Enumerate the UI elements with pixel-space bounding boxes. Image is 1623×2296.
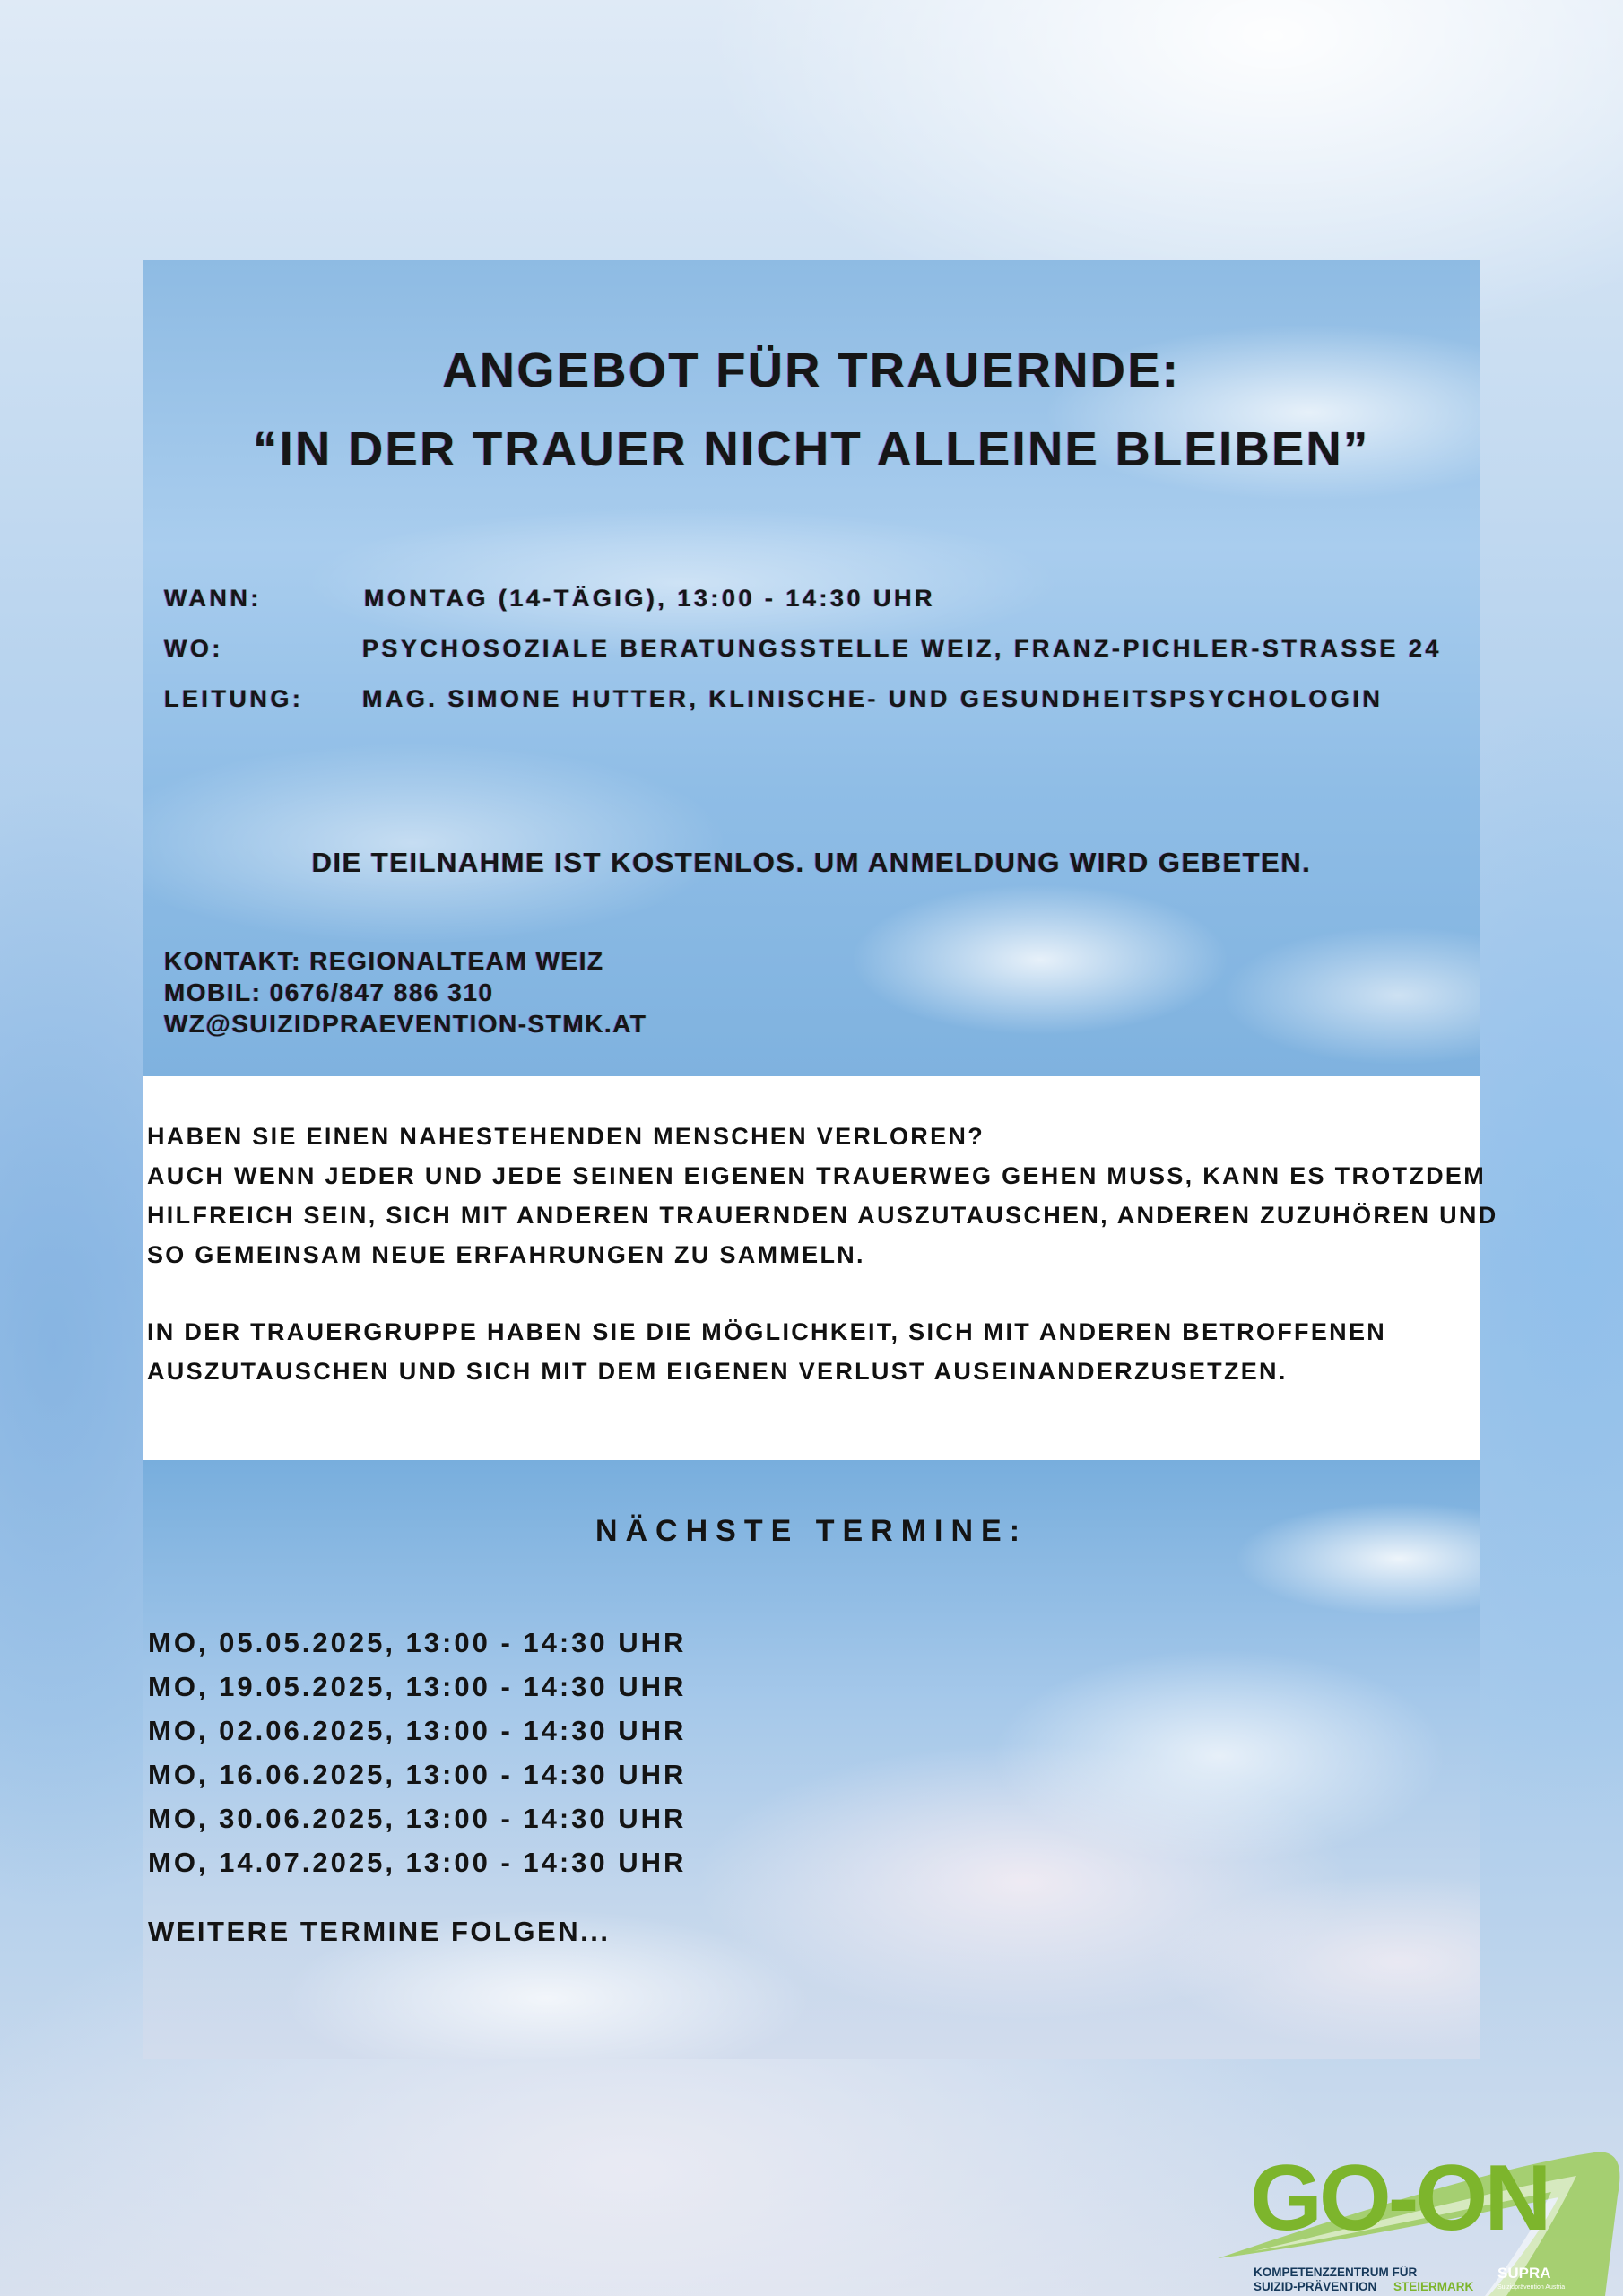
description-line-6: AUSZUTAUSCHEN UND SICH MIT DEM EIGENEN VERLUST AUSEINANDERZUSETZEN. bbox=[147, 1358, 1288, 1385]
page-title-line-2: “IN DER TRAUER NICHT ALLEINE BLEIBEN” bbox=[253, 422, 1370, 476]
go-on-logo bbox=[1218, 2133, 1623, 2296]
logo-go-text: GO-ON bbox=[1250, 2146, 1549, 2250]
page-title-line-1: ANGEBOT FÜR TRAUERNDE: bbox=[442, 344, 1181, 397]
participation-note: DIE TEILNAHME IST KOSTENLOS. UM ANMELDUNG WIRD GEBETEN. bbox=[311, 847, 1312, 878]
description-line-4: SO GEMEINSAM NEUE ERFAHRUNGEN ZU SAMMELN. bbox=[147, 1241, 865, 1268]
logo-subtitle-line-2: SUIZID-PRÄVENTION bbox=[1254, 2280, 1377, 2293]
date-item: MO, 19.05.2025, 13:00 - 14:30 UHR bbox=[148, 1671, 687, 1702]
lead-label: LEITUNG: bbox=[164, 685, 304, 712]
description-line-1: HABEN SIE EINEN NAHESTEHENDEN MENSCHEN VERLOREN? bbox=[147, 1123, 985, 1150]
when-value: MONTAG (14-TÄGIG), 13:00 - 14:30 UHR bbox=[364, 585, 936, 612]
when-label: WANN: bbox=[164, 585, 262, 612]
date-item: MO, 30.06.2025, 13:00 - 14:30 UHR bbox=[148, 1803, 687, 1834]
logo-badge: SUPRA bbox=[1497, 2265, 1551, 2282]
where-value: PSYCHOSOZIALE BERATUNGSSTELLE WEIZ, FRANZ-PICHLER-STRASSE 24 bbox=[362, 635, 1443, 662]
description-line-3: HILFREICH SEIN, SICH MIT ANDEREN TRAUERNDEN AUSZUTAUSCHEN, ANDEREN ZUZUHÖREN UND bbox=[147, 1202, 1498, 1229]
dates-heading: NÄCHSTE TERMINE: bbox=[595, 1514, 1028, 1548]
where-label: WO: bbox=[164, 635, 223, 662]
logo-region: STEIERMARK bbox=[1393, 2280, 1474, 2293]
date-item: MO, 05.05.2025, 13:00 - 14:30 UHR bbox=[148, 1627, 687, 1658]
lead-value: MAG. SIMONE HUTTER, KLINISCHE- UND GESUNDHEITSPSYCHOLOGIN bbox=[362, 685, 1384, 712]
date-item: MO, 16.06.2025, 13:00 - 14:30 UHR bbox=[148, 1759, 687, 1790]
contact-mobile: MOBIL: 0676/847 886 310 bbox=[164, 978, 494, 1006]
dates-panel bbox=[143, 1460, 1480, 2059]
date-item: MO, 14.07.2025, 13:00 - 14:30 UHR bbox=[148, 1847, 687, 1878]
info-panel bbox=[143, 260, 1480, 1076]
logo-subtitle-line-1: KOMPETENZZENTRUM FÜR bbox=[1254, 2266, 1418, 2279]
logo-badge-sub: Suizidprävention Austria bbox=[1497, 2284, 1566, 2291]
description-panel bbox=[143, 1076, 1498, 1460]
contact-email[interactable]: WZ@SUIZIDPRAEVENTION-STMK.AT bbox=[164, 1010, 647, 1038]
contact-team: KONTAKT: REGIONALTEAM WEIZ bbox=[164, 947, 604, 975]
date-item: MO, 02.06.2025, 13:00 - 14:30 UHR bbox=[148, 1715, 687, 1746]
more-dates-note: WEITERE TERMINE FOLGEN... bbox=[148, 1916, 611, 1947]
description-line-5: IN DER TRAUERGRUPPE HABEN SIE DIE MÖGLICHKEIT, SICH MIT ANDEREN BETROFFENEN bbox=[147, 1318, 1387, 1345]
description-line-2: AUCH WENN JEDER UND JEDE SEINEN EIGENEN TRAUERWEG GEHEN MUSS, KANN ES TROTZDEM bbox=[147, 1162, 1487, 1189]
